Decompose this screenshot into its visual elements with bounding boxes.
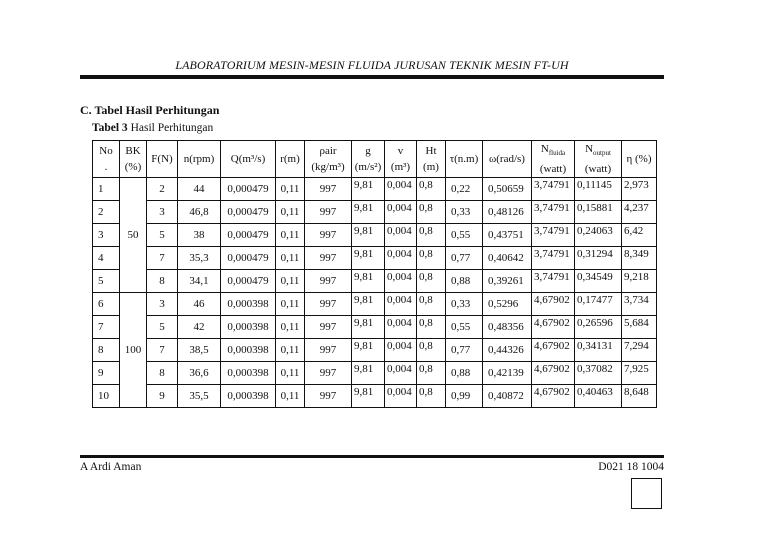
cell-r: 0,11: [276, 339, 305, 362]
header-v: v (m³): [385, 141, 417, 178]
cell-g: 9,81: [352, 201, 385, 224]
cell-v: 0,004: [385, 201, 417, 224]
cell-g: 9,81: [352, 339, 385, 362]
cell-rho: 997: [305, 224, 352, 247]
cell-nout: 0,24063: [575, 224, 622, 247]
cell-f: 3: [147, 293, 178, 316]
cell-ht: 0,8: [417, 247, 446, 270]
cell-no: 2: [93, 201, 120, 224]
cell-f: 9: [147, 385, 178, 408]
cell-omega: 0,42139: [483, 362, 532, 385]
cell-f: 5: [147, 224, 178, 247]
cell-nout: 0,15881: [575, 201, 622, 224]
cell-q: 0,000479: [221, 224, 276, 247]
cell-f: 8: [147, 362, 178, 385]
header-g: g (m/s²): [352, 141, 385, 178]
table-row: [93, 270, 657, 293]
author-name: A Ardi Aman: [80, 461, 142, 473]
table-row: [93, 178, 657, 201]
table-row: [93, 224, 657, 247]
cell-n: 36,6: [178, 362, 221, 385]
cell-tau: 0,99: [446, 385, 483, 408]
cell-tau: 0,55: [446, 316, 483, 339]
cell-eta: 6,42: [622, 224, 657, 247]
cell-omega: 0,40872: [483, 385, 532, 408]
cell-rho: 997: [305, 385, 352, 408]
cell-omega: 0,48356: [483, 316, 532, 339]
cell-q: 0,000398: [221, 316, 276, 339]
table-row: [93, 339, 657, 362]
cell-n: 35,3: [178, 247, 221, 270]
cell-no: 3: [93, 224, 120, 247]
cell-omega: 0,40642: [483, 247, 532, 270]
cell-r: 0,11: [276, 224, 305, 247]
cell-q: 0,000479: [221, 178, 276, 201]
cell-n: 46: [178, 293, 221, 316]
cell-g: 9,81: [352, 362, 385, 385]
cell-v: 0,004: [385, 316, 417, 339]
cell-r: 0,11: [276, 270, 305, 293]
cell-n: 46,8: [178, 201, 221, 224]
cell-bk-group: 100: [120, 293, 147, 408]
cell-f: 3: [147, 201, 178, 224]
header-rule: [80, 75, 664, 79]
cell-omega: 0,44326: [483, 339, 532, 362]
header-r: r(m): [276, 141, 305, 178]
cell-nout: 0,31294: [575, 247, 622, 270]
table-row: [93, 247, 657, 270]
header-rho: ρair (kg/m³): [305, 141, 352, 178]
cell-rho: 997: [305, 339, 352, 362]
cell-ht: 0,8: [417, 316, 446, 339]
cell-omega: 0,43751: [483, 224, 532, 247]
cell-f: 5: [147, 316, 178, 339]
cell-eta: 9,218: [622, 270, 657, 293]
table-row: [93, 362, 657, 385]
cell-no: 10: [93, 385, 120, 408]
cell-ht: 0,8: [417, 224, 446, 247]
cell-omega: 0,50659: [483, 178, 532, 201]
cell-n: 42: [178, 316, 221, 339]
cell-q: 0,000398: [221, 293, 276, 316]
cell-eta: 7,925: [622, 362, 657, 385]
cell-tau: 0,88: [446, 270, 483, 293]
cell-rho: 997: [305, 362, 352, 385]
cell-r: 0,11: [276, 293, 305, 316]
header-n-fluida: $N_{fluida}$ (watt): [532, 141, 575, 178]
cell-nf: 4,67902: [532, 293, 575, 316]
cell-rho: 997: [305, 316, 352, 339]
cell-f: 8: [147, 270, 178, 293]
cell-nout: 0,40463: [575, 385, 622, 408]
cell-no: 9: [93, 362, 120, 385]
cell-n: 44: [178, 178, 221, 201]
cell-f: 7: [147, 339, 178, 362]
cell-q: 0,000398: [221, 339, 276, 362]
cell-eta: 2,973: [622, 178, 657, 201]
cell-no: 4: [93, 247, 120, 270]
cell-g: 9,81: [352, 247, 385, 270]
table-caption-text: Hasil Perhitungan: [130, 122, 214, 134]
cell-ht: 0,8: [417, 385, 446, 408]
cell-g: 9,81: [352, 224, 385, 247]
cell-eta: 5,684: [622, 316, 657, 339]
header-eta: η (%): [622, 141, 657, 178]
cell-r: 0,11: [276, 316, 305, 339]
cell-v: 0,004: [385, 270, 417, 293]
cell-r: 0,11: [276, 385, 305, 408]
cell-omega: 0,39261: [483, 270, 532, 293]
cell-eta: 8,648: [622, 385, 657, 408]
cell-tau: 0,33: [446, 201, 483, 224]
cell-no: 6: [93, 293, 120, 316]
results-table: [92, 140, 657, 408]
cell-rho: 997: [305, 201, 352, 224]
cell-eta: 4,237: [622, 201, 657, 224]
table-caption-label: Tabel 3: [92, 122, 128, 134]
header-bk: BK (%): [120, 141, 147, 178]
cell-n: 35,5: [178, 385, 221, 408]
cell-n: 34,1: [178, 270, 221, 293]
header-omega: ω(rad/s): [483, 141, 532, 178]
cell-nf: 4,67902: [532, 362, 575, 385]
cell-eta: 7,294: [622, 339, 657, 362]
cell-nout: 0,34131: [575, 339, 622, 362]
header-no: No .: [93, 141, 120, 178]
header-f: F(N): [147, 141, 178, 178]
cell-nout: 0,37082: [575, 362, 622, 385]
header-q: Q(m³/s): [221, 141, 276, 178]
cell-nf: 4,67902: [532, 316, 575, 339]
cell-rho: 997: [305, 178, 352, 201]
cell-g: 9,81: [352, 385, 385, 408]
page-header: LABORATORIUM MESIN-MESIN FLUIDA JURUSAN TEKNIK MESIN FT-UH: [175, 58, 569, 72]
table-row: [93, 293, 657, 316]
cell-rho: 997: [305, 270, 352, 293]
table-row: [93, 201, 657, 224]
cell-tau: 0,77: [446, 247, 483, 270]
cell-ht: 0,8: [417, 362, 446, 385]
cell-ht: 0,8: [417, 293, 446, 316]
cell-v: 0,004: [385, 224, 417, 247]
cell-nf: 3,74791: [532, 224, 575, 247]
cell-v: 0,004: [385, 178, 417, 201]
table-row: [93, 385, 657, 408]
cell-f: 2: [147, 178, 178, 201]
cell-f: 7: [147, 247, 178, 270]
table-body: [93, 178, 657, 408]
table-caption: [92, 122, 213, 134]
table-header-row: [93, 141, 657, 178]
cell-no: 7: [93, 316, 120, 339]
cell-nout: 0,26596: [575, 316, 622, 339]
cell-tau: 0,33: [446, 293, 483, 316]
table-row: [93, 316, 657, 339]
header-tau: τ(n.m): [446, 141, 483, 178]
cell-g: 9,81: [352, 293, 385, 316]
cell-q: 0,000479: [221, 270, 276, 293]
cell-tau: 0,88: [446, 362, 483, 385]
cell-q: 0,000398: [221, 385, 276, 408]
cell-nf: 3,74791: [532, 201, 575, 224]
cell-tau: 0,55: [446, 224, 483, 247]
cell-omega: 0,5296: [483, 293, 532, 316]
cell-tau: 0,77: [446, 339, 483, 362]
cell-n: 38,5: [178, 339, 221, 362]
cell-nf: 3,74791: [532, 270, 575, 293]
cell-v: 0,004: [385, 339, 417, 362]
cell-q: 0,000398: [221, 362, 276, 385]
cell-rho: 997: [305, 247, 352, 270]
header-n-output: $N_{output}$ (watt): [575, 141, 622, 178]
cell-v: 0,004: [385, 362, 417, 385]
cell-v: 0,004: [385, 247, 417, 270]
cell-nf: 3,74791: [532, 247, 575, 270]
footer-rule: [80, 455, 664, 458]
cell-nf: 4,67902: [532, 385, 575, 408]
cell-v: 0,004: [385, 293, 417, 316]
cell-ht: 0,8: [417, 201, 446, 224]
cell-omega: 0,48126: [483, 201, 532, 224]
cell-no: 8: [93, 339, 120, 362]
cell-eta: 8,349: [622, 247, 657, 270]
cell-nout: 0,11145: [575, 178, 622, 201]
cell-ht: 0,8: [417, 178, 446, 201]
cell-q: 0,000479: [221, 201, 276, 224]
cell-eta: 3,734: [622, 293, 657, 316]
cell-tau: 0,22: [446, 178, 483, 201]
section-title: C. Tabel Hasil Perhitungan: [80, 103, 220, 117]
cell-g: 9,81: [352, 270, 385, 293]
cell-no: 1: [93, 178, 120, 201]
cell-q: 0,000479: [221, 247, 276, 270]
cell-r: 0,11: [276, 362, 305, 385]
cell-ht: 0,8: [417, 270, 446, 293]
cell-nout: 0,17477: [575, 293, 622, 316]
student-id: D021 18 1004: [598, 461, 664, 473]
header-ht: Ht (m): [417, 141, 446, 178]
page-number-box: [631, 478, 662, 509]
cell-r: 0,11: [276, 201, 305, 224]
cell-g: 9,81: [352, 316, 385, 339]
cell-g: 9,81: [352, 178, 385, 201]
cell-nf: 4,67902: [532, 339, 575, 362]
cell-no: 5: [93, 270, 120, 293]
cell-ht: 0,8: [417, 339, 446, 362]
header-n: n(rpm): [178, 141, 221, 178]
cell-rho: 997: [305, 293, 352, 316]
cell-nf: 3,74791: [532, 178, 575, 201]
cell-v: 0,004: [385, 385, 417, 408]
cell-r: 0,11: [276, 247, 305, 270]
cell-n: 38: [178, 224, 221, 247]
cell-nout: 0,34549: [575, 270, 622, 293]
cell-bk-group: 50: [120, 178, 147, 293]
cell-r: 0,11: [276, 178, 305, 201]
